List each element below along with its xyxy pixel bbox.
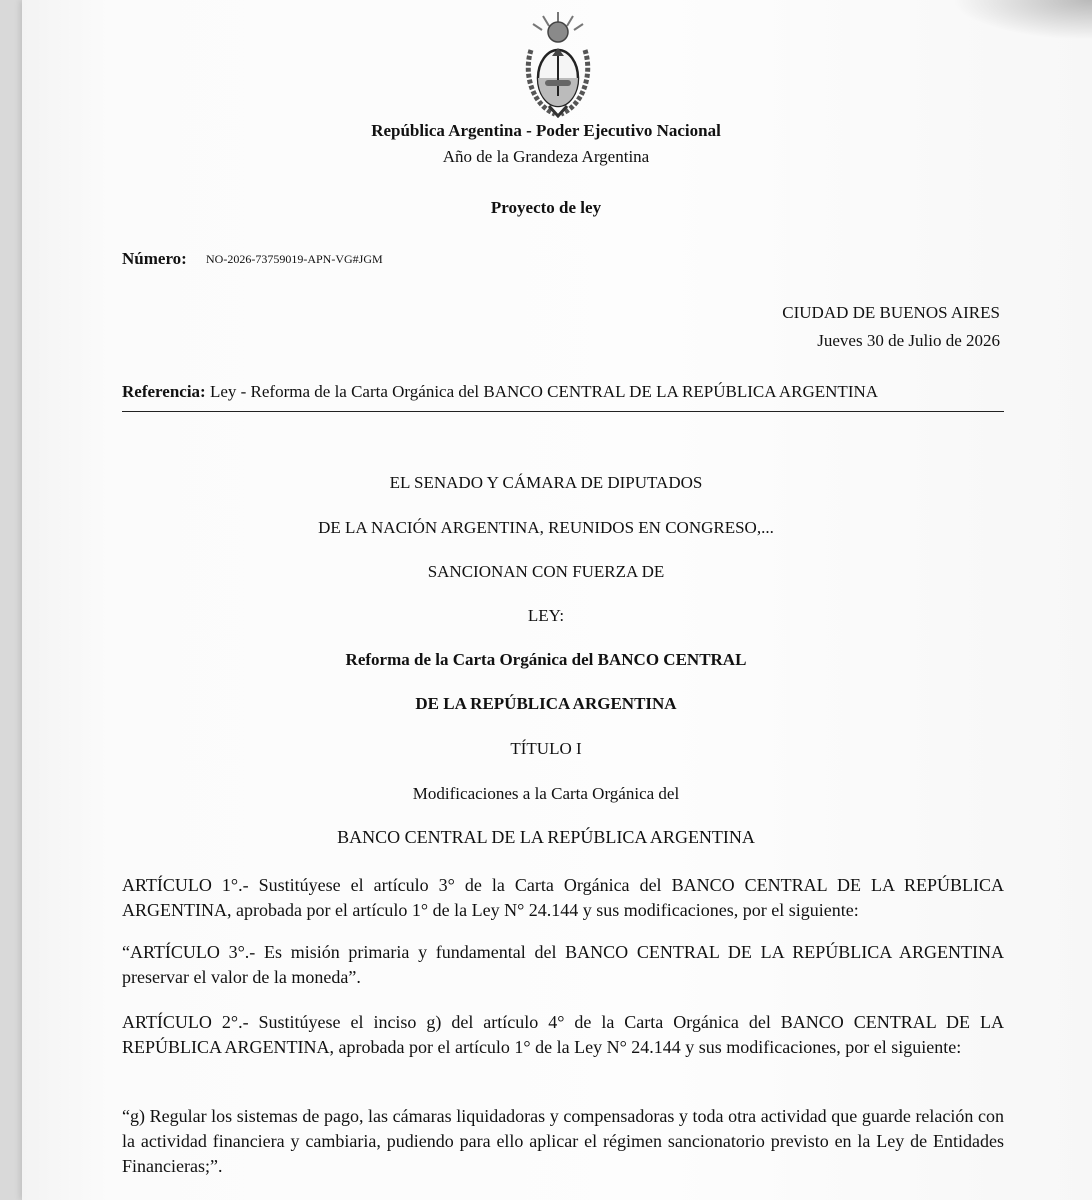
document-type: Proyecto de ley bbox=[490, 198, 602, 217]
article-2: ARTÍCULO 2°.- Sustitúyese el inciso g) del artículo 4° de la Carta Orgánica del BANCO CENTRAL DE LA REPÚBLICA ARGENTINA, aprobada por el artículo 1° de la Ley N° 24.144 y sus modificaciones, por el siguiente: bbox=[122, 1012, 1004, 1057]
preamble-line-3: SANCIONAN CON FUERZA DE bbox=[427, 562, 665, 581]
reference-line bbox=[122, 382, 878, 402]
article-3-quote: “ARTÍCULO 3°.- Es misión primaria y fundamental del BANCO CENTRAL DE LA REPÚBLICA ARGENTINA preservar el valor de la moneda”. bbox=[122, 942, 1004, 987]
number-label: Número: bbox=[122, 249, 187, 268]
header-government: República Argentina - Poder Ejecutivo Nacional bbox=[371, 121, 721, 140]
title-heading: TÍTULO I bbox=[510, 739, 582, 758]
law-title-line-2: DE LA REPÚBLICA ARGENTINA bbox=[415, 694, 677, 713]
document-date: Jueves 30 de Julio de 2026 bbox=[817, 331, 1000, 350]
reference-value: Ley - Reforma de la Carta Orgánica del BANCO CENTRAL DE LA REPÚBLICA ARGENTINA bbox=[209, 382, 879, 401]
reference-label: Referencia: bbox=[122, 382, 206, 401]
page-corner-shadow bbox=[952, 0, 1092, 40]
argentina-coat-of-arms-icon bbox=[523, 10, 593, 118]
preamble-line-4: LEY: bbox=[527, 606, 565, 625]
header-year-motto: Año de la Grandeza Argentina bbox=[442, 147, 650, 166]
preamble-line-2: DE LA NACIÓN ARGENTINA, REUNIDOS EN CONGRESO,... bbox=[318, 518, 774, 537]
title-subtitle-2: BANCO CENTRAL DE LA REPÚBLICA ARGENTINA bbox=[337, 827, 755, 847]
law-title-line-1: Reforma de la Carta Orgánica del BANCO CENTRAL bbox=[345, 650, 747, 669]
city: CIUDAD DE BUENOS AIRES bbox=[782, 303, 1000, 322]
article-1: ARTÍCULO 1°.- Sustitúyese el artículo 3° de la Carta Orgánica del BANCO CENTRAL DE LA REPÚBLICA ARGENTINA, aprobada por el artículo 1° de la Ley N° 24.144 y sus modificaciones, por el siguiente: bbox=[122, 875, 1004, 920]
inciso-g-quote: “g) Regular los sistemas de pago, las cámaras liquidadoras y compensadoras y toda otra actividad que guarde relación con la actividad financiera y cambiaria, pudiendo para ello aplicar el régimen sancionatorio previsto en la Ley de Entidades Financieras;”. bbox=[122, 1106, 1004, 1176]
number-value: NO-2026-73759019-APN-VG#JGM bbox=[206, 252, 383, 266]
title-subtitle-1: Modificaciones a la Carta Orgánica del bbox=[412, 784, 680, 803]
header-divider bbox=[122, 411, 1004, 412]
preamble-line-1: EL SENADO Y CÁMARA DE DIPUTADOS bbox=[389, 473, 703, 492]
